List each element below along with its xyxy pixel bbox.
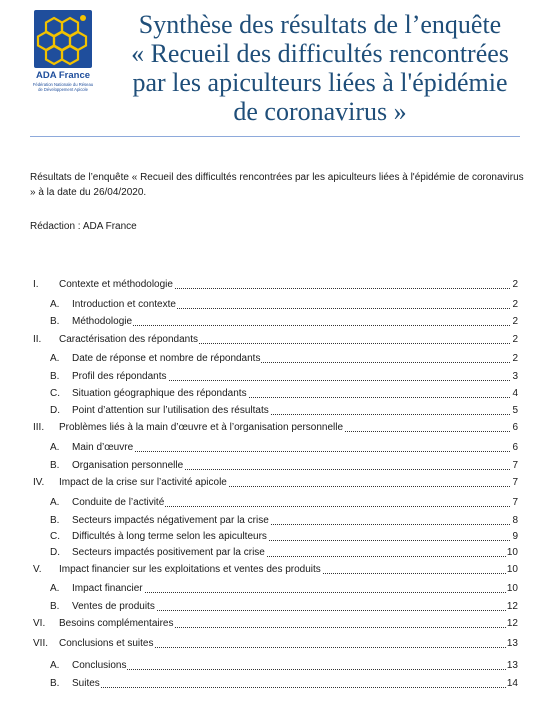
toc-entry-title: Organisation personnelle (72, 460, 184, 471)
toc-page-number: 2 (512, 334, 518, 345)
toc-page-number: 13 (506, 660, 518, 671)
toc-entry-number: A. (50, 299, 60, 310)
toc-page-number: 4 (512, 388, 518, 399)
toc-entry-title: Secteurs impactés positivement par la crise (72, 547, 265, 558)
document-title (100, 10, 540, 126)
toc-subsection-entry[interactable] (0, 370, 550, 384)
toc-entry-number: B. (50, 316, 60, 327)
toc-entry-number: B. (50, 371, 60, 382)
toc-page-number: 9 (512, 531, 518, 542)
toc-dot-leader (72, 669, 512, 670)
toc-section-entry[interactable] (0, 476, 550, 490)
toc-section-entry[interactable] (0, 278, 550, 292)
title-line: par les apiculteurs liées à l'épidémie (132, 68, 508, 97)
toc-entry-number: V. (33, 564, 42, 575)
toc-section-entry[interactable] (0, 333, 550, 347)
toc-entry-number: D. (50, 405, 60, 416)
toc-entry-number: VI. (33, 618, 46, 629)
toc-entry-number: IV. (33, 477, 45, 488)
toc-page-number: 12 (506, 618, 518, 629)
toc-entry-number: A. (50, 660, 60, 671)
toc-page-number: 13 (506, 638, 518, 649)
title-line: de coronavirus » (233, 97, 407, 126)
toc-entry-title: Introduction et contexte (72, 299, 176, 310)
toc-entry-title: Difficultés à long terme selon les apiculteurs (72, 531, 267, 542)
toc-page-number: 5 (512, 405, 518, 416)
toc-entry-title: Méthodologie (72, 316, 133, 327)
toc-entry-number: A. (50, 353, 60, 364)
toc-entry-title: Conduite de l’activité (72, 497, 165, 508)
toc-entry-title: Contexte et méthodologie (59, 279, 173, 290)
toc-entry-title: Caractérisation des répondants (59, 334, 198, 345)
toc-entry-number: A. (50, 583, 60, 594)
toc-entry-title: Impact financier (72, 583, 143, 594)
toc-entry-title: Main d’œuvre (72, 442, 134, 453)
toc-page-number: 14 (506, 678, 518, 689)
honeycomb-logo-icon (34, 10, 92, 68)
ada-france-logo (30, 10, 100, 94)
toc-page-number: 2 (512, 353, 518, 364)
toc-entry-title: Conclusions (72, 660, 127, 671)
toc-page-number: 10 (506, 564, 518, 575)
toc-dot-leader (72, 451, 512, 452)
toc-entry-title: Ventes de produits (72, 601, 155, 612)
toc-entry-number: C. (50, 531, 60, 542)
toc-entry-number: II. (33, 334, 42, 345)
title-divider (30, 136, 520, 137)
toc-section-entry[interactable] (0, 617, 550, 631)
toc-subsection-entry[interactable] (0, 496, 550, 510)
title-line: Synthèse des résultats de l’enquête (138, 10, 502, 39)
redaction-line: Rédaction : ADA France (30, 221, 137, 232)
toc-page-number: 2 (512, 299, 518, 310)
toc-subsection-entry[interactable] (0, 459, 550, 473)
toc-page-number: 2 (512, 279, 518, 290)
toc-entry-number: A. (50, 442, 60, 453)
toc-subsection-entry[interactable] (0, 514, 550, 528)
toc-page-number: 3 (512, 371, 518, 382)
toc-entry-number: D. (50, 547, 60, 558)
toc-entry-number: B. (50, 515, 60, 526)
toc-entry-number: A. (50, 497, 60, 508)
toc-entry-number: B. (50, 460, 60, 471)
toc-entry-title: Profil des répondants (72, 371, 167, 382)
toc-entry-number: I. (33, 279, 39, 290)
toc-subsection-entry[interactable] (0, 315, 550, 329)
toc-entry-title: Impact de la crise sur l’activité apicole (59, 477, 227, 488)
toc-page-number: 10 (506, 547, 518, 558)
toc-page-number: 7 (512, 477, 518, 488)
toc-entry-title: Suites (72, 678, 100, 689)
toc-subsection-entry[interactable] (0, 298, 550, 312)
toc-page-number: 12 (506, 601, 518, 612)
toc-section-entry[interactable] (0, 637, 550, 651)
toc-subsection-entry[interactable] (0, 546, 550, 560)
title-line: « Recueil des difficultés rencontrées (131, 39, 509, 68)
toc-subsection-entry[interactable] (0, 600, 550, 614)
toc-dot-leader (72, 687, 512, 688)
toc-page-number: 6 (512, 442, 518, 453)
intro-paragraph: Résultats de l’enquête « Recueil des difficultés rencontrées par les apiculteurs liées à l'épidémie de coronavirus » à la date du 26/04/2020. (30, 172, 524, 198)
toc-entry-title: Conclusions et suites (59, 638, 154, 649)
toc-entry-title: Problèmes liés à la main d’œuvre et à l’organisation personnelle (59, 422, 344, 433)
toc-subsection-entry[interactable] (0, 582, 550, 596)
toc-subsection-entry[interactable] (0, 677, 550, 691)
toc-section-entry[interactable] (0, 563, 550, 577)
toc-subsection-entry[interactable] (0, 387, 550, 401)
toc-page-number: 2 (512, 316, 518, 327)
toc-entry-title: Secteurs impactés négativement par la crise (72, 515, 269, 526)
toc-subsection-entry[interactable] (0, 352, 550, 366)
toc-section-entry[interactable] (0, 421, 550, 435)
logo-brand-text: ADA France (35, 70, 91, 81)
logo-subtitle-text: Fédération Nationale du Réseau de Développement Apicole (32, 82, 94, 92)
toc-entry-number: III. (33, 422, 45, 433)
toc-subsection-entry[interactable] (0, 441, 550, 455)
toc-entry-number: VII. (33, 638, 49, 649)
toc-entry-number: C. (50, 388, 60, 399)
toc-entry-number: B. (50, 601, 60, 612)
toc-page-number: 6 (512, 422, 518, 433)
toc-entry-title: Besoins complémentaires (59, 618, 174, 629)
toc-entry-title: Impact financier sur les exploitations et ventes des produits (59, 564, 321, 575)
toc-entry-title: Situation géographique des répondants (72, 388, 247, 399)
toc-subsection-entry[interactable] (0, 404, 550, 418)
toc-dot-leader (72, 325, 512, 326)
toc-entry-title: Point d’attention sur l’utilisation des résultats (72, 405, 269, 416)
toc-entry-number: B. (50, 678, 60, 689)
toc-page-number: 7 (512, 497, 518, 508)
toc-subsection-entry[interactable] (0, 659, 550, 673)
toc-page-number: 8 (512, 515, 518, 526)
toc-entry-title: Date de réponse et nombre de répondants (72, 353, 261, 364)
toc-page-number: 7 (512, 460, 518, 471)
toc-subsection-entry[interactable] (0, 530, 550, 544)
toc-page-number: 10 (506, 583, 518, 594)
